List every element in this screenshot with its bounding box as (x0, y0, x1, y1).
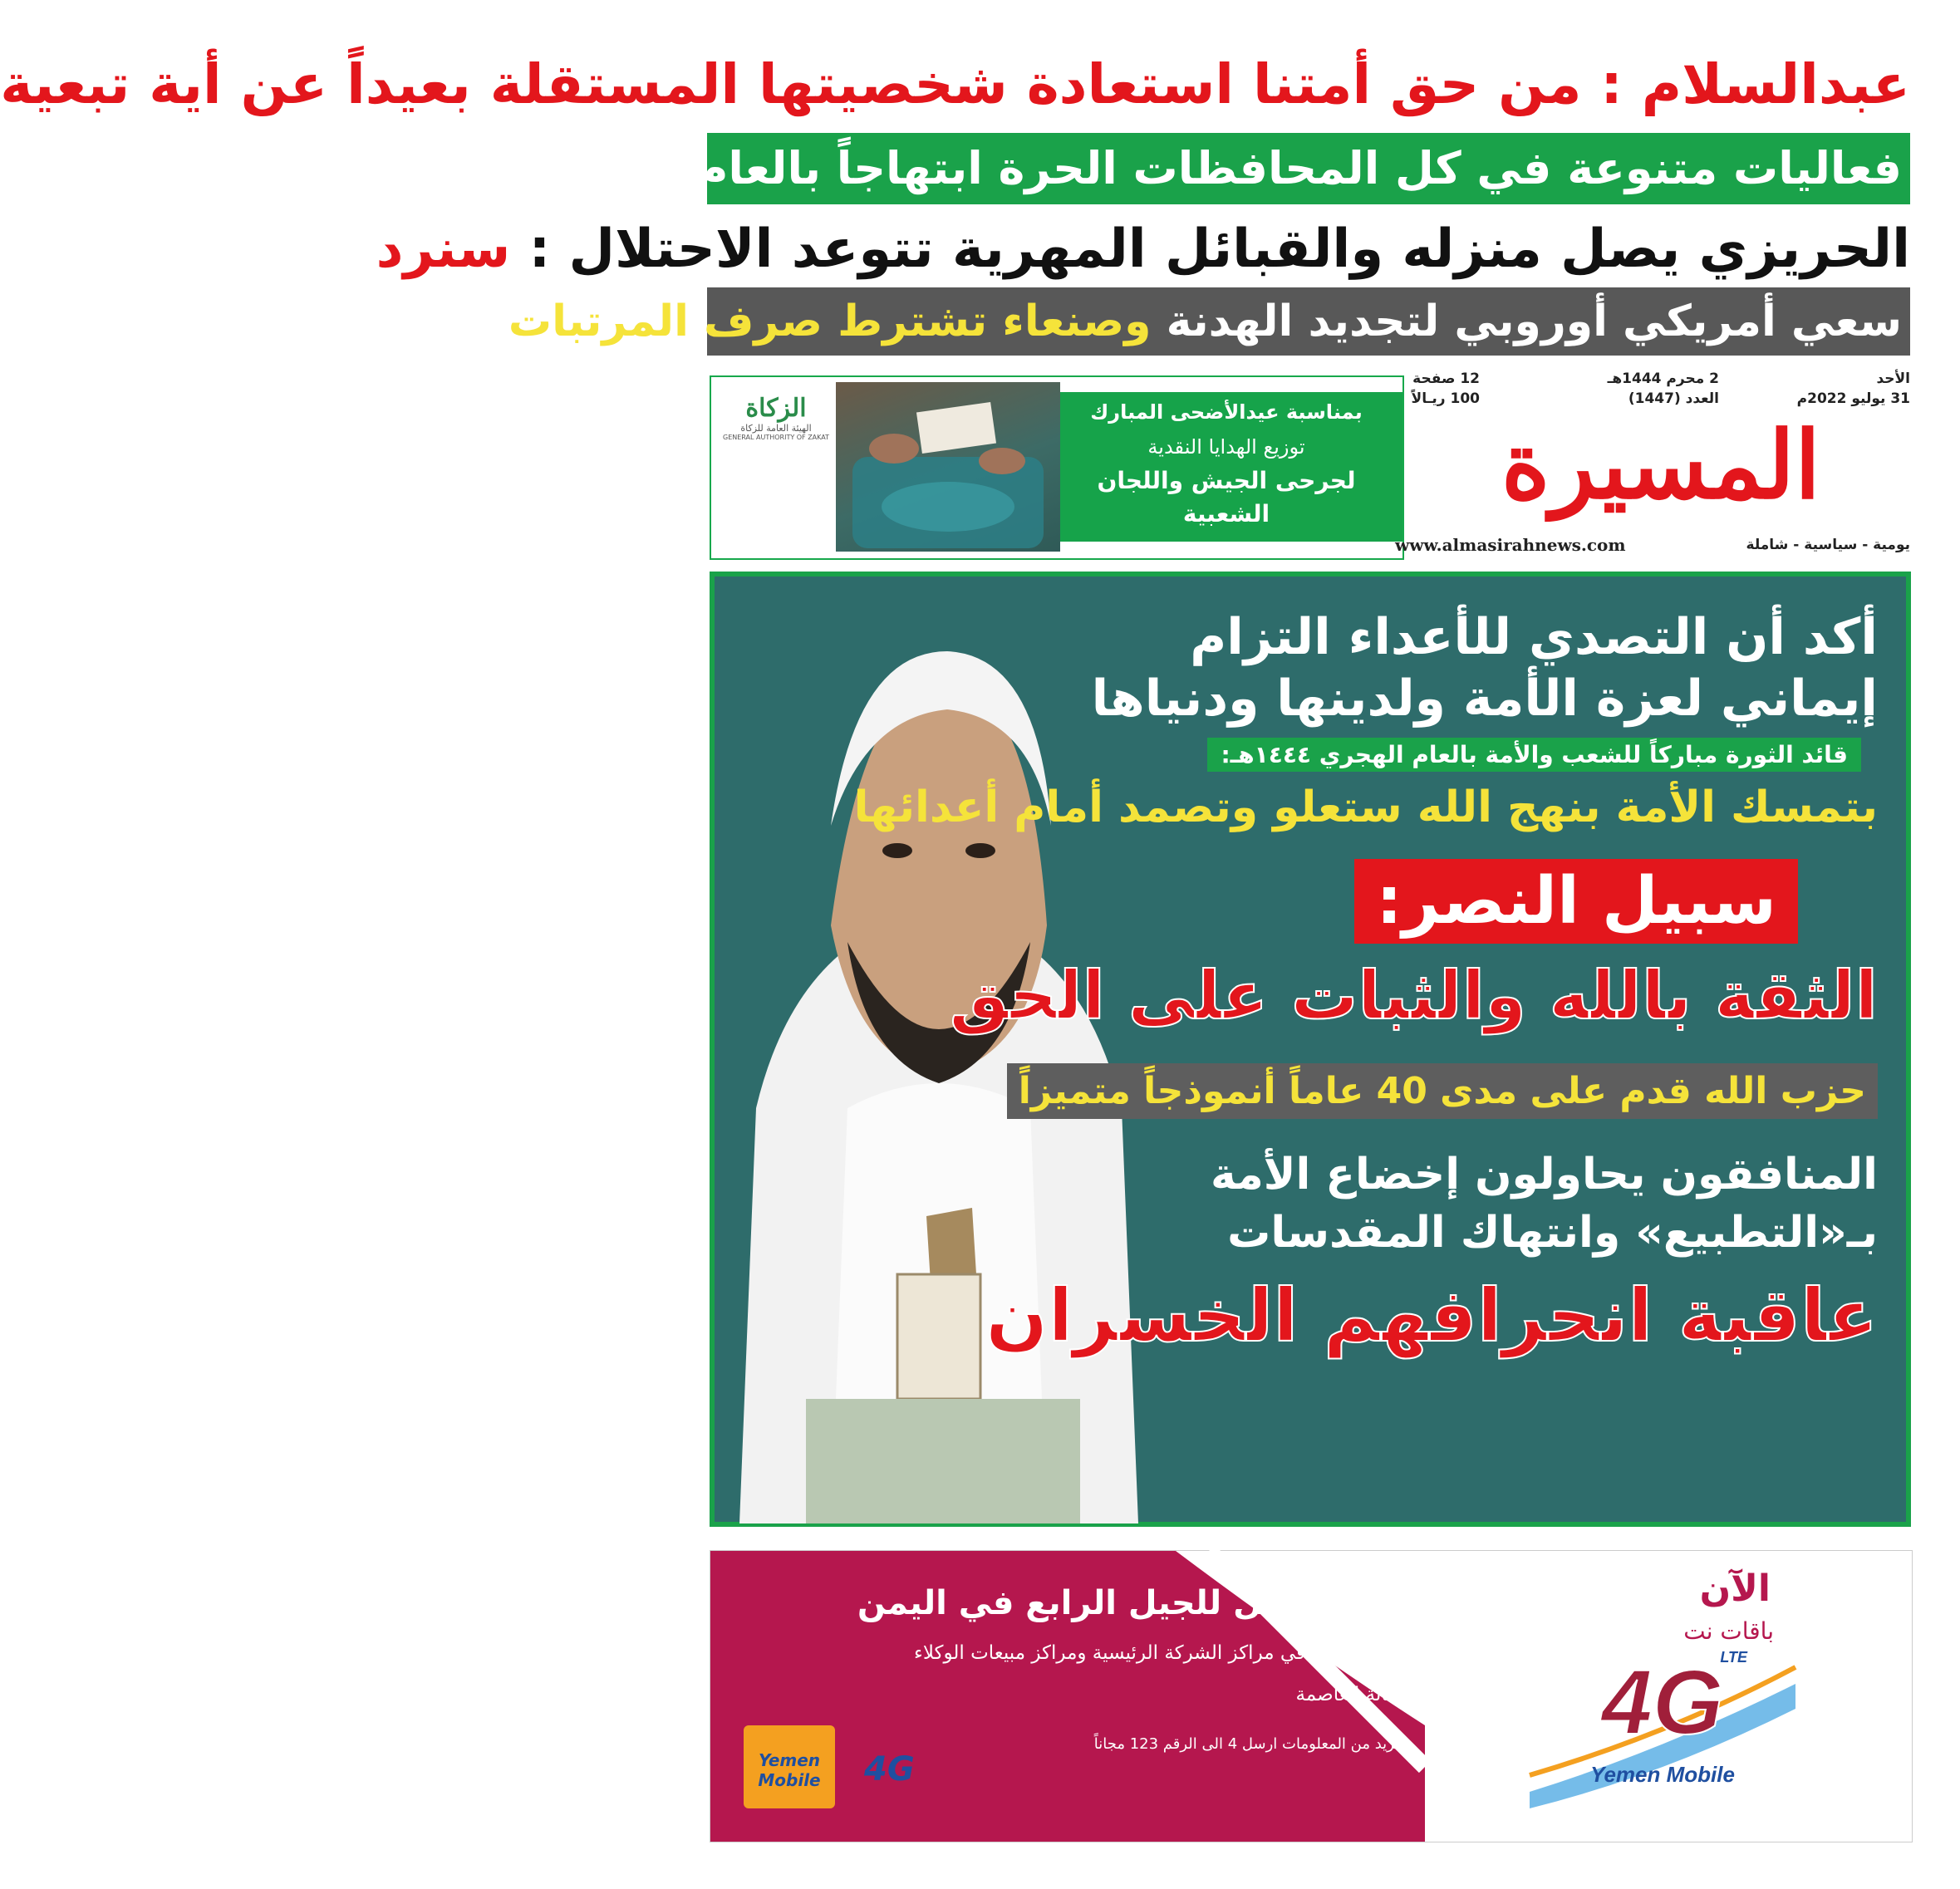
feature-kicker: قائد الثورة مباركاً للشعب والأمة بالعام الهجري ١٤٤٤هـ: (1207, 738, 1861, 772)
leader-portrait (731, 577, 1147, 1523)
brand-text: Yemen Mobile (1590, 1762, 1735, 1787)
headline-1: عبدالسلام : من حق أمتنا استعادة شخصيتها المستقلة بعيداً عن أية تبعية (0, 52, 1910, 116)
tagline: يومية - سياسية - شاملة (1746, 537, 1910, 553)
ad-line-4: لمزيد من المعلومات ارسل 4 الى الرقم 123 مجاناً (1093, 1735, 1408, 1753)
headline-4-text: سعي أمريكي أوروبي لتجديد الهدنة (1151, 297, 1902, 346)
feature-title: سبيل النصر: (1354, 859, 1798, 944)
headline-3-red-word: سنرد (376, 218, 511, 280)
yemen-mobile-logo (744, 1725, 835, 1808)
lte-text: LTE (1720, 1649, 1747, 1666)
headline-3 (376, 208, 1910, 291)
feature-line-8: المنافقون يحاولون إخضاع الأمة (1211, 1150, 1878, 1200)
newspaper-logo: المسيرة (1501, 411, 1821, 520)
zakat-photo (836, 382, 1060, 552)
issue-number: العدد (1447) (1628, 390, 1719, 407)
zakat-line-1: بمناسبة عيدالأضحى المبارك (1090, 400, 1363, 424)
gregorian-date: 31 يوليو 2022م (1796, 390, 1910, 407)
headline-2-green-band: فعاليات متنوعة في كل المحافظات الحرة ابتهاجاً بالعام الهجري ١٤٤٤ (707, 133, 1910, 204)
zakat-logo: الزكاة (745, 394, 807, 423)
feature-line-1: أكد أن التصدي للأعداء التزام (1190, 608, 1878, 666)
headline-4-yellow-text: وصنعاء تشترط صرف المرتبات (508, 297, 1152, 346)
ad-headline: أول مشغل للجيل الرابع في اليمن (857, 1584, 1408, 1622)
page-count: 12 صفحة (1412, 370, 1480, 387)
website-link[interactable]: www.almasirahnews.com (1395, 535, 1626, 555)
headline-3-text: الحريزي يصل منزله والقبائل المهرية تتوعد الاحتلال : (510, 218, 1910, 280)
headline-4-gray-band (508, 287, 1910, 356)
yemen-mobile-logo-text: Yemen Mobile (758, 1750, 821, 1790)
feature-line-2: إيماني لعزة الأمة ولدينها ودنياها (1091, 670, 1878, 728)
zakat-line-2: توزيع الهدايا النقدية (1147, 435, 1305, 459)
zakat-line-4: الشعبية (1182, 500, 1270, 527)
zakat-logo-subtitle: الهيئة العامة للزكاة (740, 423, 812, 434)
4g-text: 4G (1601, 1651, 1724, 1754)
yemen-mobile-advertisement (710, 1550, 1913, 1842)
feature-closing-title: عاقبة انحرافهم الخسران (985, 1273, 1878, 1358)
zakat-line-3: لجرحى الجيش واللجان (1097, 467, 1356, 494)
zakat-logo-english: GENERAL AUTHORITY OF ZAKAT (723, 434, 829, 441)
feature-line-9: بـ«التطبيع» وانتهاك المقدسات (1227, 1208, 1878, 1258)
zakat-advertisement (710, 375, 1404, 560)
feature-gray-band: حزب الله قدم على مدى 40 عاماً أنموذجاً متميزاً (1007, 1063, 1878, 1119)
feature-story (710, 572, 1911, 1527)
4g-lte-logo (1530, 1634, 1795, 1808)
ad-packages-label: باقات نت (1683, 1617, 1774, 1645)
ad-now-label: الآن (1699, 1568, 1771, 1610)
hijri-date: 2 محرم 1444هـ (1607, 370, 1719, 387)
ad-line-2: تقدم الخدمة في مراكز الشركة الرئيسية ومراكز مبيعات الوكلاء (914, 1642, 1408, 1664)
price: 100 ريـالاً (1411, 390, 1480, 407)
masthead (1395, 370, 1910, 562)
ad-line-3: بأمانة العاصمة (1295, 1684, 1408, 1705)
feature-subheadline: بتمسك الأمة بنهج الله ستعلو وتصمد أمام أعدائها (853, 783, 1878, 832)
issue-day: الأحد (1876, 370, 1910, 387)
feature-title-2: الثقة بالله والثبات على الحق (949, 957, 1878, 1034)
4g-small-logo: 4G (864, 1750, 915, 1788)
zakat-logo-area (718, 394, 834, 552)
